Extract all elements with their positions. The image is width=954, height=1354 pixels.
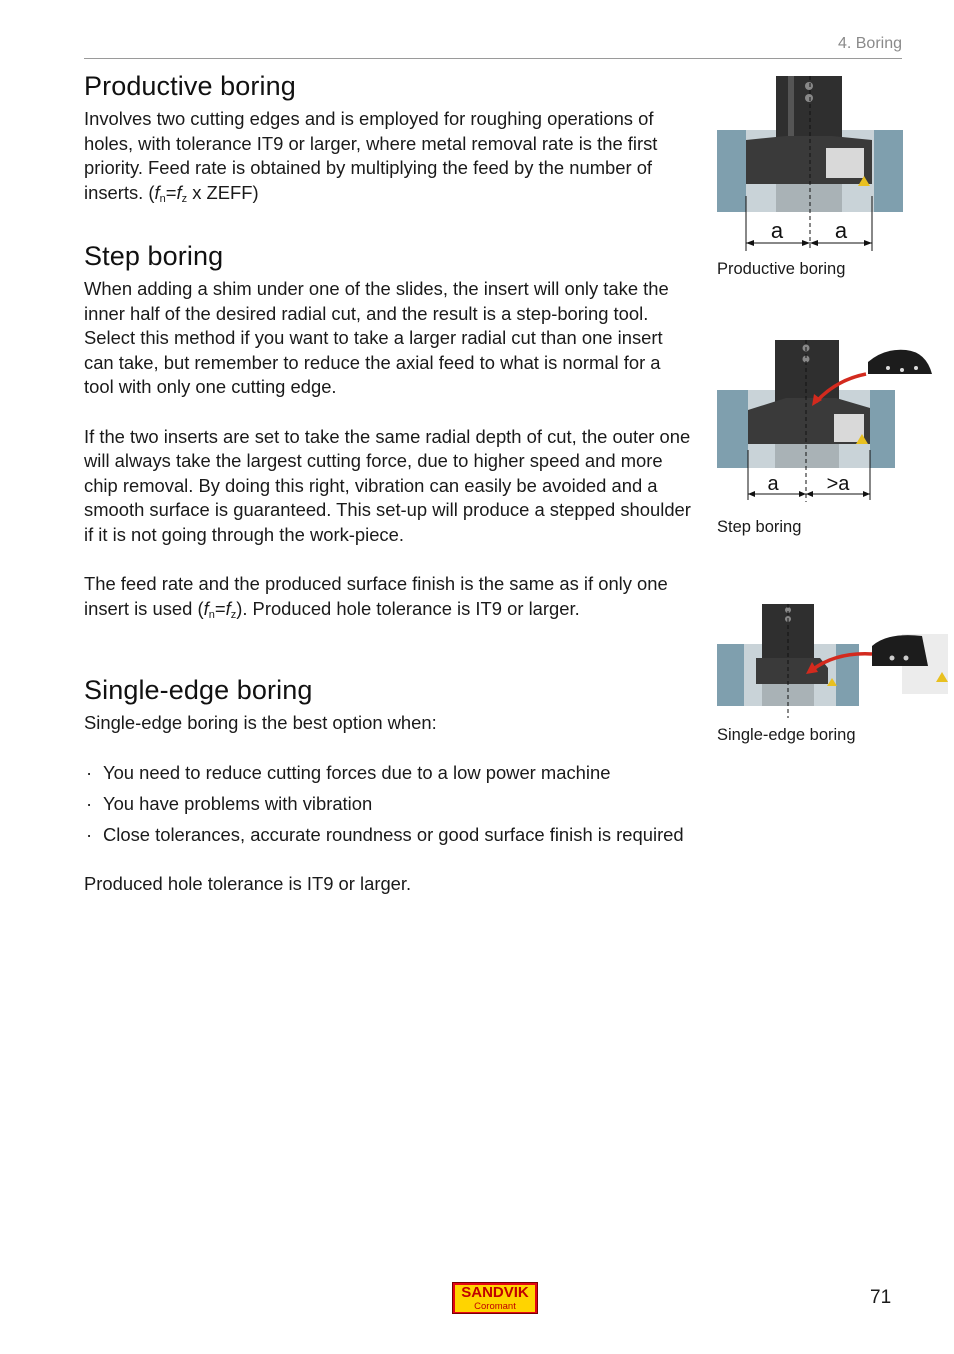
formula-tail: x ZEFF) xyxy=(187,181,259,203)
step-p3-text: The feed rate and the produced surface finish is the same as if only one insert is used ( xyxy=(84,573,668,619)
single-edge-boring-section xyxy=(84,674,694,897)
dimension-label-right: >a xyxy=(826,473,850,495)
step-boring-heading: Step boring xyxy=(84,241,224,271)
step-boring-paragraph-1: When adding a shim under one of the slides, the insert will only take the inner half of the desired radial cut, and the result is a step-boring tool. Select this method if you want to take a larger radial cut than one insert can take, but remember to reduce the axial feed to what is normal for a tool with only one cutting edge. xyxy=(84,278,669,398)
slide xyxy=(826,148,864,178)
bullet-text: You have problems with vibration xyxy=(103,792,373,814)
bullet-item: · You have problems with vibration xyxy=(86,792,373,814)
single-edge-bullet-list xyxy=(84,761,694,848)
step-boring-diagram xyxy=(716,340,936,502)
logo-wordmark: SANDVIK xyxy=(455,1285,535,1301)
step-boring-paragraph-3 xyxy=(84,572,694,627)
formula-eq: = xyxy=(165,181,177,203)
step-p3-tail: ). Produced hole tolerance is IT9 or larger. xyxy=(236,597,580,619)
shim-icon xyxy=(868,350,932,374)
single-edge-boring-diagram xyxy=(716,604,950,720)
formula-f: f xyxy=(154,181,160,203)
step-boring-section xyxy=(84,240,694,627)
formula-f: f xyxy=(203,597,209,619)
step-boring-caption: Step boring xyxy=(717,518,802,536)
productive-boring-section xyxy=(84,70,694,211)
single-edge-boring-heading: Single-edge boring xyxy=(84,675,313,705)
step-boring-paragraph-2: If the two inserts are set to take the same radial depth of cut, the outer one will always take the largest cutting force, due to higher speed and more chip removal. By doing this right, vibration can easily be avoided and a smooth surface is guaranteed. This set-up will produce a stepped shoulder if it is not going through the work-piece. xyxy=(84,425,691,545)
formula-sub-n: n xyxy=(208,608,215,621)
productive-boring-diagram xyxy=(716,76,906,251)
productive-body-text: Involves two cutting edges and is employed for roughing operations of holes, with tolerance IT9 or larger, where metal removal rate is the first priority. Feed rate is obtained by multiplying the feed by the number of inserts. ( xyxy=(84,108,658,203)
dimension-label-left: a xyxy=(770,218,784,243)
sandvik-coromant-logo xyxy=(452,1282,538,1314)
productive-boring-heading: Productive boring xyxy=(84,71,296,101)
logo-subtitle: Coromant xyxy=(455,1301,535,1312)
single-edge-intro: Single-edge boring is the best option when: xyxy=(84,712,437,733)
page-number: 71 xyxy=(870,1287,892,1308)
formula-sub-z: z xyxy=(230,608,237,621)
dimension-label-left: a xyxy=(767,473,779,495)
screw-icon xyxy=(805,94,813,102)
productive-boring-body xyxy=(84,107,694,211)
single-edge-closing: Produced hole tolerance is IT9 or larger. xyxy=(84,873,412,895)
single-edge-boring-caption: Single-edge boring xyxy=(717,726,856,744)
formula-f: f xyxy=(176,181,182,203)
slide xyxy=(834,414,864,442)
formula-eq: = xyxy=(214,597,226,619)
bullet-text: Close tolerances, accurate roundness or good surface finish is required xyxy=(103,823,684,845)
tool-head-photo xyxy=(872,635,928,666)
formula-f: f xyxy=(225,597,231,619)
bullet-item: · Close tolerances, accurate roundness or good surface finish is required xyxy=(86,823,684,845)
bullet-item: · You need to reduce cutting forces due to a low power machine xyxy=(86,761,611,783)
section-header: 4. Boring xyxy=(837,35,902,52)
header-divider xyxy=(84,58,902,59)
dimension-label-right: a xyxy=(834,218,848,243)
screw-icon xyxy=(805,82,813,90)
formula-sub-z: z xyxy=(181,192,188,205)
bullet-text: You need to reduce cutting forces due to a low power machine xyxy=(103,761,611,783)
productive-boring-caption: Productive boring xyxy=(717,260,846,278)
formula-sub-n: n xyxy=(159,192,166,205)
